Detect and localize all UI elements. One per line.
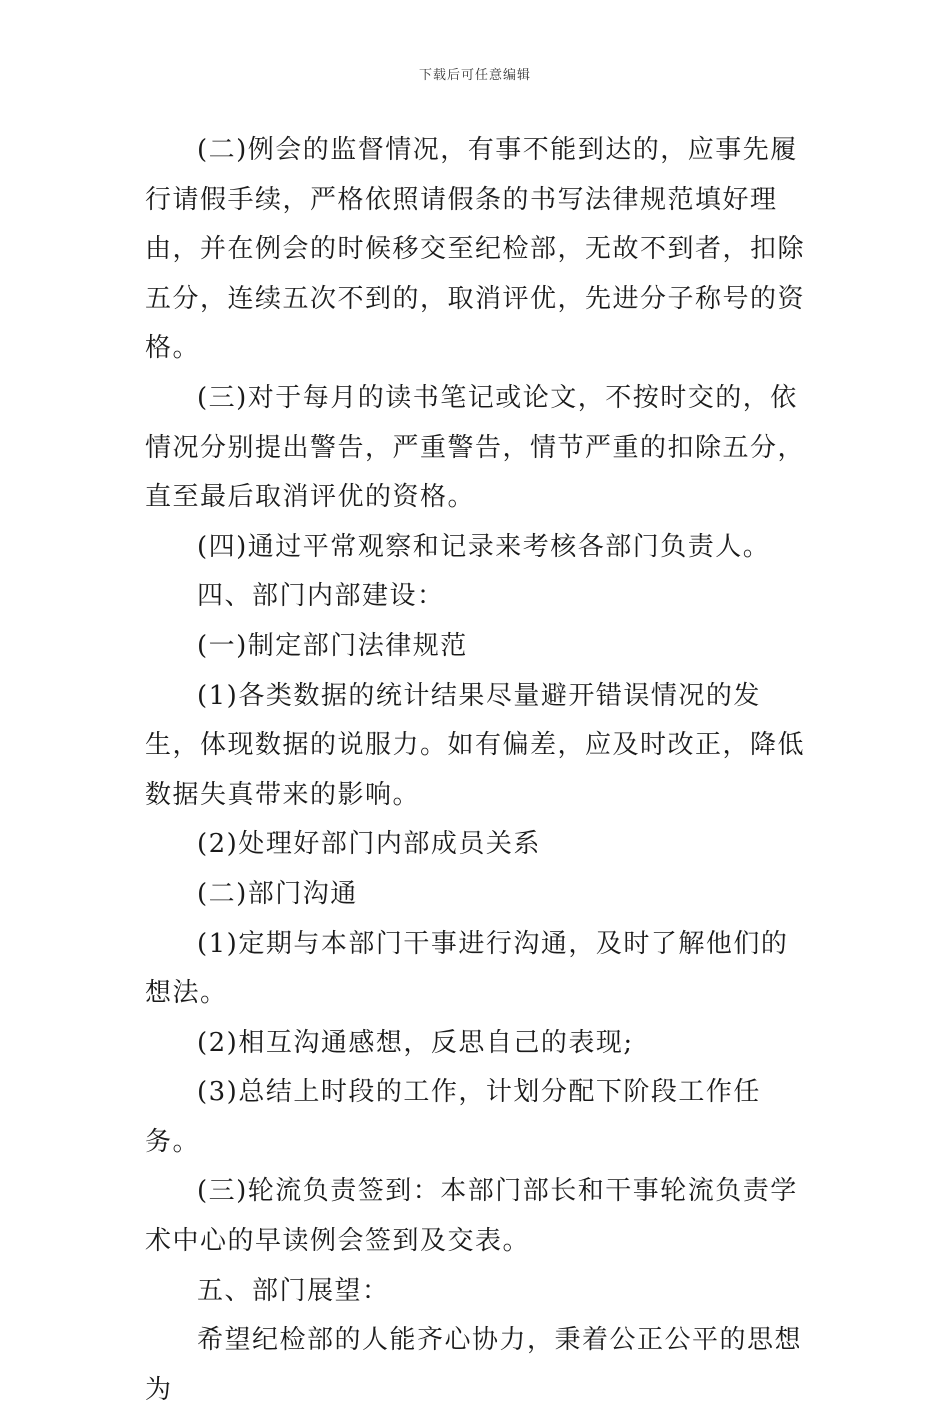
paragraph-mutual-reflection: (2)相互沟通感想，反思自己的表现; [197, 1027, 634, 1058]
subheading-department-communication: (二)部门沟通 [197, 878, 358, 909]
paragraph-outlook-text: 希望纪检部的人能齐心协力，秉着公正公平的思想为 [145, 1325, 803, 1405]
section-heading-internal-construction: 四、部门内部建设： [197, 581, 445, 612]
subheading-department-rules: (一)制定部门法律规范 [197, 630, 468, 661]
paragraph-department-heads: (四)通过平常观察和记录来考核各部门负责人。 [197, 531, 771, 562]
paragraph-member-relations: (2)处理好部门内部成员关系 [197, 829, 541, 860]
paragraph-meeting-supervision: (二)例会的监督情况，有事不能到达的，应事先履行请假手续，严格依照请假条的书写法律规范填好理由，并在例会的时候移交至纪检部，无故不到者，扣除五分，连续五次不到的，取消评优，先进分子称号的资格。 [145, 135, 806, 364]
paragraph-rotating-signin: (三)轮流负责签到：本部门部长和干事轮流负责学术中心的早读例会签到及交表。 [145, 1176, 798, 1257]
section-heading-outlook: 五、部门展望： [197, 1275, 390, 1306]
page-header: 下载后可任意编辑 [418, 68, 531, 83]
paragraph-data-statistics: (1)各类数据的统计结果尽量避开错误情况的发生，体现数据的说服力。如有偏差，应及时改正，降低数据失真带来的影响。 [145, 680, 806, 810]
paragraph-work-summary: (3)总结上时段的工作，计划分配下阶段工作任务。 [145, 1077, 761, 1157]
paragraph-regular-communication: (1)定期与本部门干事进行沟通，及时了解他们的想法。 [145, 928, 789, 1009]
document-body [145, 126, 810, 1415]
paragraph-reading-notes: (三)对于每月的读书笔记或论文，不按时交的，依情况分别提出警告，严重警告，情节严重的扣除五分，直至最后取消评优的资格。 [145, 382, 806, 513]
